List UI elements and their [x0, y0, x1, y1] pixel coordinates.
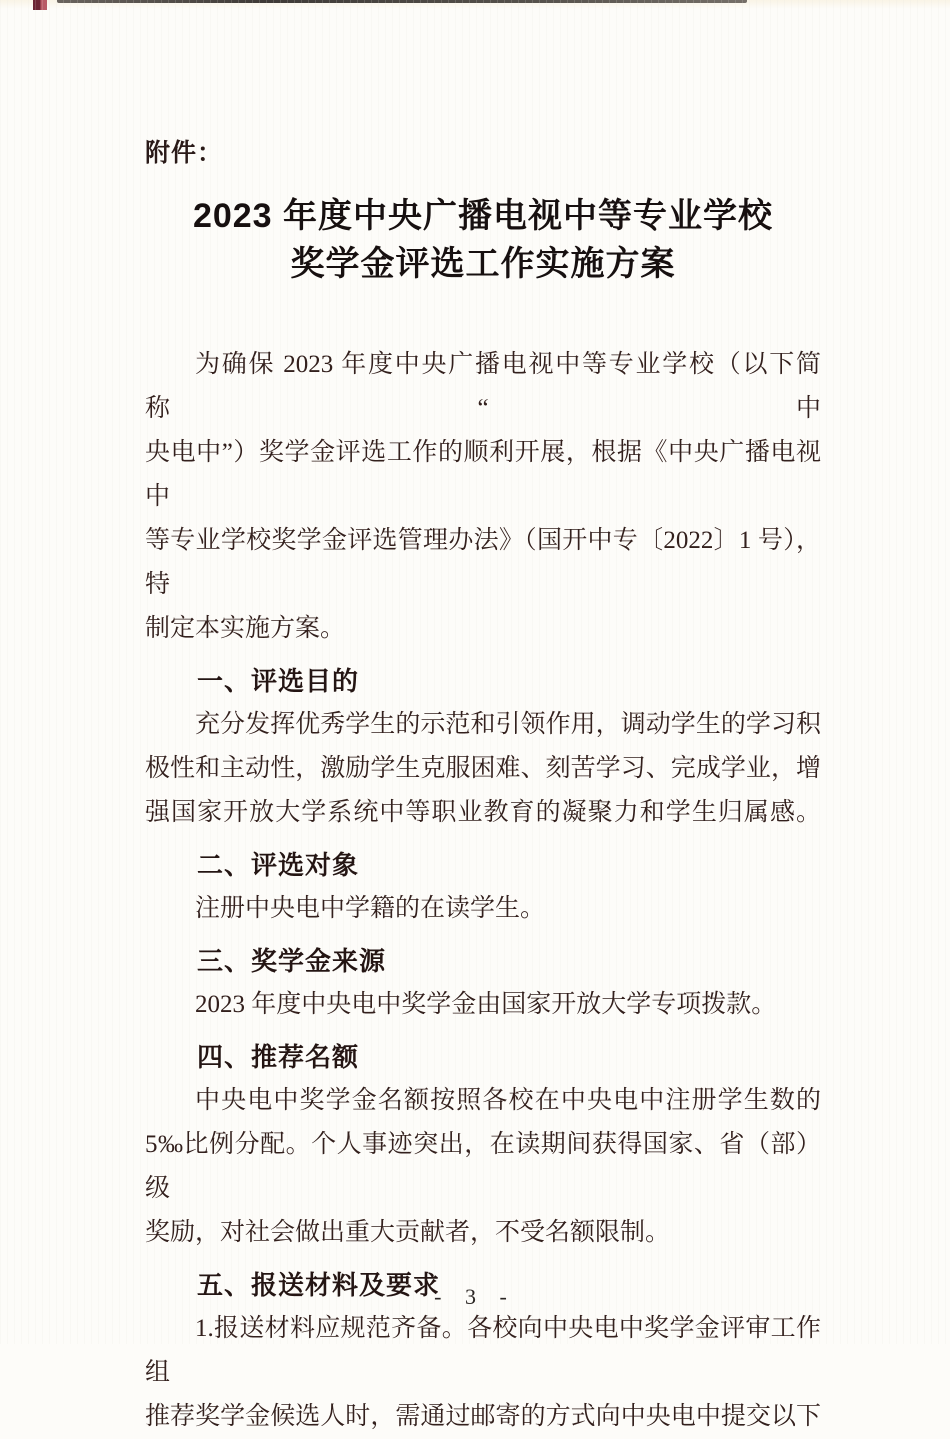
section-4-line-2: 5‰比例分配。个人事迹突出，在读期间获得国家、省（部）级 — [145, 1131, 821, 1202]
section-3-line-1: 2023 年度中央电中奖学金由国家开放大学专项拨款。 — [195, 991, 777, 1018]
section-heading-5: 五、报送材料及要求 — [197, 1270, 441, 1300]
section-4-line-1: 中央电中奖学金名额按照各校在中央电中注册学生数的 — [195, 1087, 821, 1114]
section-1-line-3: 强国家开放大学系统中等职业教育的凝聚力和学生归属感。 — [145, 799, 821, 826]
intro-line-2: 央电中”）奖学金评选工作的顺利开展，根据《中央广播电视中 — [145, 439, 821, 510]
section-2-line-1: 注册中央电中学籍的在读学生。 — [195, 895, 546, 922]
scan-artifact-red-mark — [33, 0, 47, 10]
section-5-line-1: 1.报送材料应规范齐备。各校向中央电中奖学金评审工作组 — [145, 1315, 821, 1386]
intro-line-3: 等专业学校奖学金评选管理办法》（国开中专〔2022〕1 号），特 — [145, 527, 821, 598]
section-5-line-2: 推荐奖学金候选人时，需通过邮寄的方式向中央电中提交以下 — [145, 1403, 821, 1430]
document-title-line-2: 奖学金评选工作实施方案 — [290, 245, 676, 283]
intro-line-1: 为确保 2023 年度中央广播电视中等专业学校（以下简称“中 — [145, 351, 821, 422]
scan-artifact-top-edge-line — [57, 0, 747, 3]
section-heading-2: 二、评选对象 — [197, 850, 360, 880]
intro-line-4: 制定本实施方案。 — [145, 615, 346, 642]
section-heading-4: 四、推荐名额 — [197, 1042, 360, 1072]
page-number: - 3 - — [434, 1284, 516, 1309]
document-body — [145, 343, 821, 1439]
section-1-line-2: 极性和主动性，激励学生克服困难、刻苦学习、完成学业，增 — [145, 755, 821, 782]
section-heading-1: 一、评选目的 — [197, 666, 360, 696]
document-title-line-1: 2023 年度中央广播电视中等专业学校 — [192, 197, 774, 235]
section-heading-3: 三、奖学金来源 — [197, 946, 387, 976]
section-4-line-3: 奖励，对社会做出重大贡献者，不受名额限制。 — [145, 1219, 671, 1246]
section-1-line-1: 充分发挥优秀学生的示范和引领作用，调动学生的学习积 — [195, 711, 821, 738]
document-title — [0, 192, 950, 288]
attachment-label: 附件： — [145, 139, 224, 167]
